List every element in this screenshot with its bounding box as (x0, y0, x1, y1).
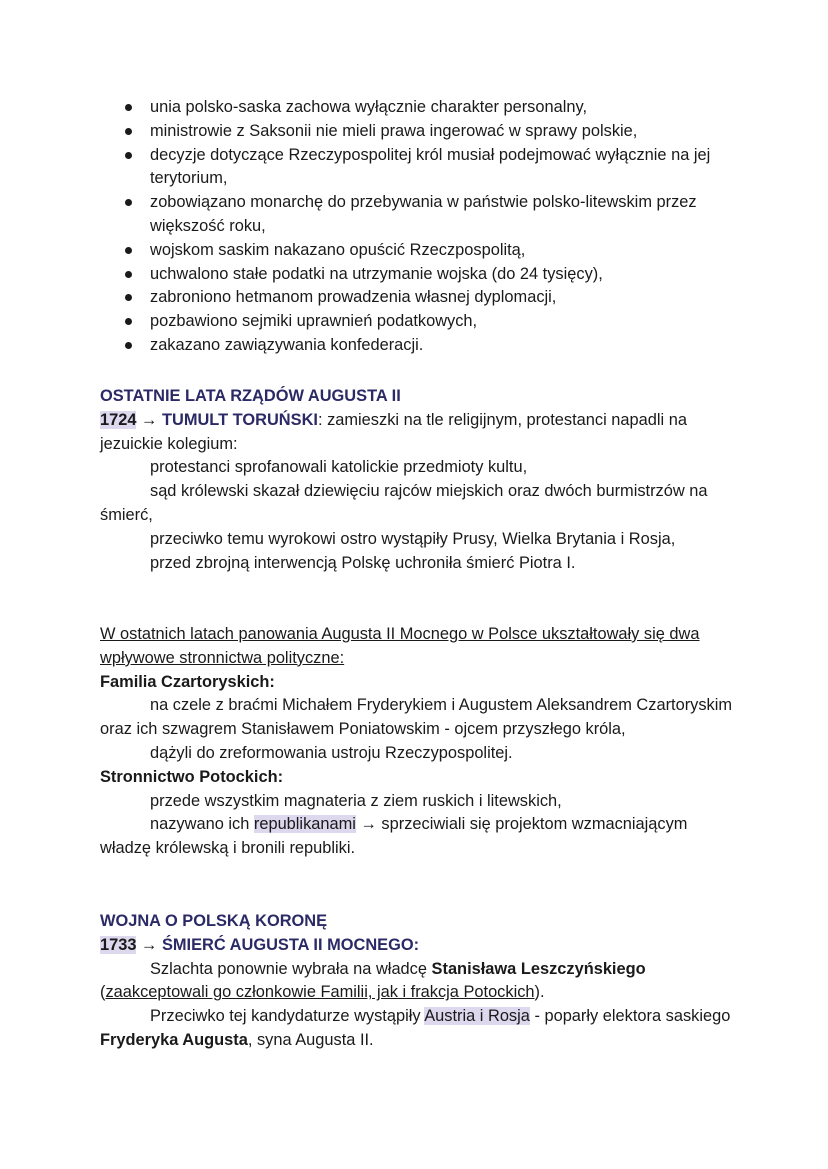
list-item: uchwalono stałe podatki na utrzymanie wojska (do 24 tysięcy), (0, 263, 828, 287)
list-item: unia polsko-saska zachowa wyłącznie charakter personalny, (0, 96, 828, 120)
bullet-icon (125, 271, 132, 278)
event-intro (100, 934, 740, 958)
paragraph: przeciwko temu wyrokowi ostro wystąpiły Prusy, Wielka Brytania i Rosja, (150, 529, 676, 548)
bullet-icon (125, 104, 132, 111)
bold-name: Fryderyka Augusta (100, 1030, 248, 1049)
section-heading: WOJNA O POLSKĄ KORONĘ (100, 912, 328, 930)
bullet-icon (125, 152, 132, 159)
list-item: zabroniono hetmanom prowadzenia własnej dyplomacji, (0, 286, 828, 310)
paragraph: (zaakceptowali go członkowie Familii, jak i frakcja Potockich). (100, 983, 545, 1002)
year-badge: 1724 (100, 410, 137, 429)
list-item: zakazano zawiązywania konfederacji. (0, 334, 828, 358)
paragraph: Przeciwko tej kandydaturze wystąpiły Austria i Rosja - poparły elektora saskiego Fryderyka Augusta, syna Augusta II. (100, 1007, 731, 1049)
paragraph: dążyli do zreformowania ustroju Rzeczypospolitej. (150, 743, 513, 762)
underlined-note: zaakceptowali go członkowie Familii, jak i frakcja Potockich (105, 983, 535, 1002)
paragraph: przed zbrojną interwencją Polskę uchroniła śmierć Piotra I. (150, 553, 576, 572)
underlined-intro: W ostatnich latach panowania Augusta II Mocnego w Polsce ukształtowały się dwa wpływowe stronnictwa polityczne: (100, 625, 700, 667)
list-item: wojskom saskim nakazano opuścić Rzeczpospolitą, (0, 239, 828, 263)
arrow: → (136, 935, 162, 954)
list-item: zobowiązano monarchę do przebywania w państwie polsko-litewskim przez większość roku, (0, 191, 828, 239)
bold-name: Stanisława Leszczyńskiego (431, 959, 646, 978)
arrow: → (136, 410, 162, 429)
bullet-icon (125, 128, 132, 135)
paragraph: na czele z braćmi Michałem Fryderykiem i Augustem Aleksandrem Czartoryskim oraz ich szwagrem Stanisławem Poniatowskim - ojcem przyszłego króla, (100, 696, 733, 739)
faction-title: Familia Czartoryskich: (100, 672, 275, 691)
bullet-icon (125, 247, 132, 254)
bullet-icon (125, 199, 132, 206)
section-war (100, 910, 740, 1053)
bullet-icon (125, 294, 132, 301)
faction-title: Stronnictwo Potockich: (100, 767, 284, 786)
highlighted-term: republikanami (253, 815, 356, 834)
paragraph: przede wszystkim magnateria z ziem ruskich i litewskich, (150, 791, 562, 810)
event-title: TUMULT TORUŃSKI (161, 410, 318, 429)
highlighted-term: Austria i Rosja (424, 1007, 530, 1026)
paragraph: nazywano ich republikanami → sprzeciwiali się projektom wzmacniającym władzę królewską i bronili republiki. (100, 815, 688, 858)
section-heading: OSTATNIE LATA RZĄDÓW AUGUSTA II (100, 387, 401, 405)
bullet-list (0, 96, 828, 358)
bullet-icon (125, 318, 132, 325)
event-intro: 1724 → TUMULT TORUŃSKI: zamieszki na tle religijnym, protestanci napadli na jezuickie kolegium: (100, 410, 687, 453)
list-item: decyzje dotyczące Rzeczypospolitej król musiał podejmować wyłącznie na jej terytorium, (0, 144, 828, 192)
list-item: ministrowie z Saksonii nie mieli prawa ingerować w sprawy polskie, (0, 120, 828, 144)
paragraph: protestanci sprofanowali katolickie przedmioty kultu, (150, 458, 528, 477)
section-last-years (100, 385, 740, 575)
year-badge: 1733 (100, 935, 137, 954)
event-title: ŚMIERĆ AUGUSTA II MOCNEGO: (161, 935, 420, 954)
bullet-icon (125, 342, 132, 349)
paragraph: sąd królewski skazał dziewięciu rajców miejskich oraz dwóch burmistrzów na śmierć, (100, 482, 708, 524)
section-factions (100, 623, 740, 861)
paragraph: Szlachta ponownie wybrała na władcę Stanisława Leszczyńskiego (150, 959, 646, 978)
list-item: pozbawiono sejmiki uprawnień podatkowych, (0, 310, 828, 334)
